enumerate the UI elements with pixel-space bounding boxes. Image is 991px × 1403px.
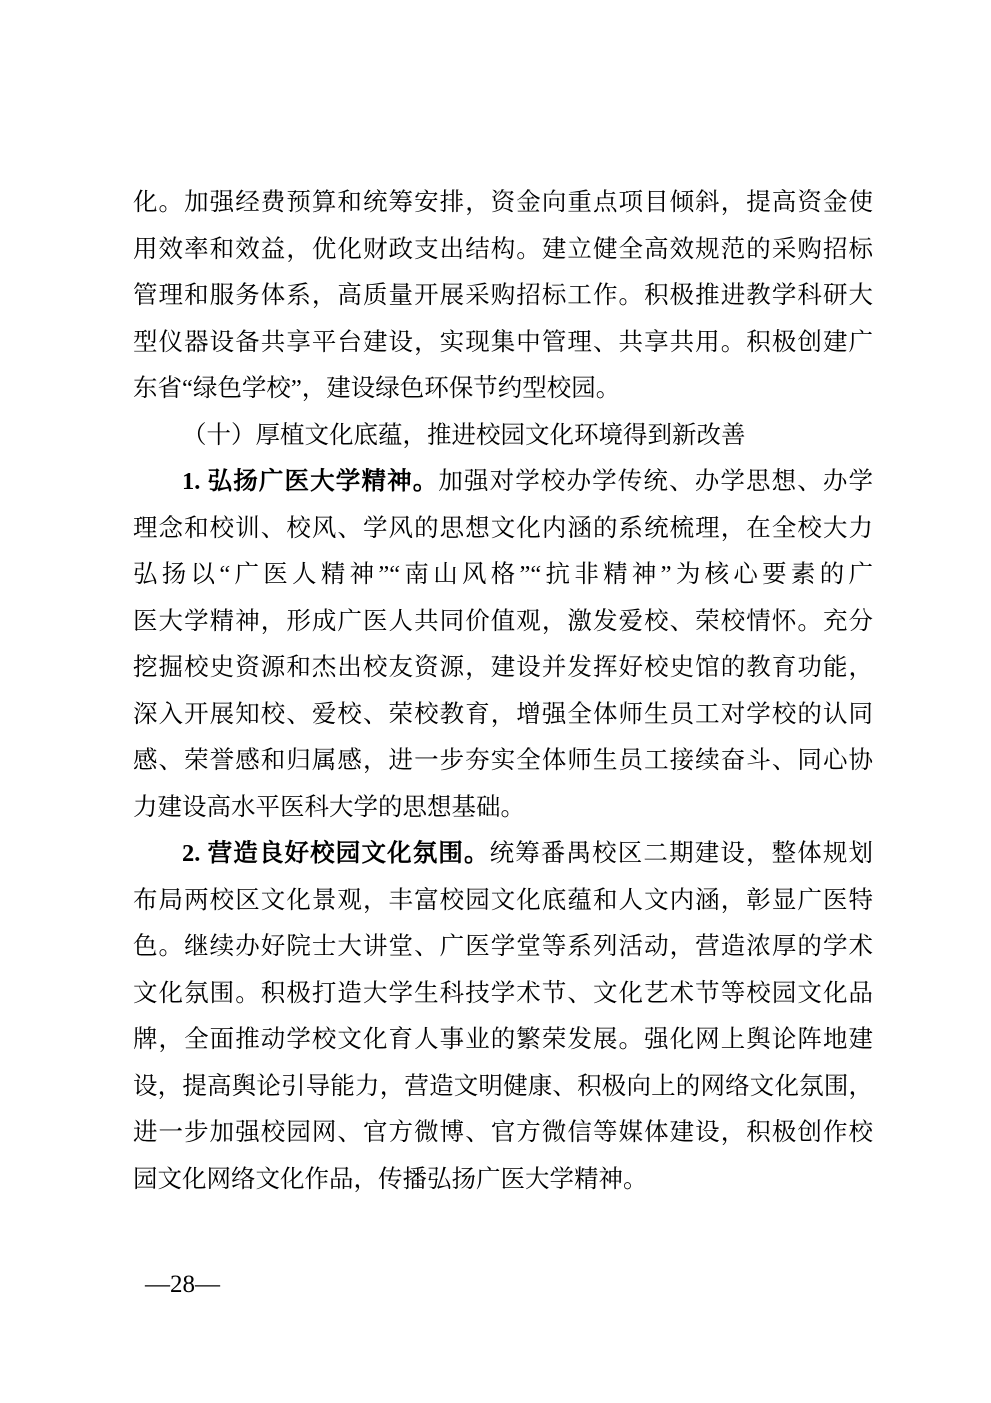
text-line xyxy=(133,506,873,553)
body-text-segment: 力建设高水平医科大学的思想基础。 xyxy=(133,793,525,821)
text-line xyxy=(133,1064,873,1111)
body-text-segment: 型仪器设备共享平台建设，实现集中管理、共享共用。积极创建广 xyxy=(133,328,873,356)
body-text-segment: 设，提高舆论引导能力，营造文明健康、积极向上的网络文化氛围， xyxy=(133,1072,873,1100)
body-text-segment: 弘扬以“广医人精神”“南山风格”“抗非精神”为核心要素的广 xyxy=(133,561,873,588)
page-number: —28— xyxy=(145,1271,220,1298)
text-line xyxy=(133,599,873,646)
text-line xyxy=(133,1110,873,1157)
body-text-segment: 统筹番禺校区二期建设，整体规划 xyxy=(489,840,874,867)
body-text-segment: （十）厚植文化底蕴，推进校园文化环境得到新改善 xyxy=(182,421,746,449)
body-text-segment: 感、荣誉感和归属感，进一步夯实全体师生员工接续奋斗、同心协 xyxy=(133,747,873,774)
body-text-segment: 化。加强经费预算和统筹安排，资金向重点项目倾斜，提高资金使 xyxy=(133,189,873,216)
text-line xyxy=(133,459,873,506)
body-text-segment: 深入开展知校、爱校、荣校教育，增强全体师生员工对学校的认同 xyxy=(133,700,873,728)
text-line xyxy=(133,738,873,785)
text-line xyxy=(133,971,873,1018)
body-text-segment: 文化氛围。积极打造大学生科技学术节、文化艺术节等校园文化品 xyxy=(133,979,873,1007)
text-line xyxy=(133,320,873,367)
text-line xyxy=(133,227,873,274)
text-line xyxy=(133,552,873,599)
text-line xyxy=(133,1157,873,1204)
body-text-segment: 牌，全面推动学校文化育人事业的繁荣发展。强化网上舆论阵地建 xyxy=(133,1026,873,1053)
body-text-segment: 医大学精神，形成广医人共同价值观，激发爱校、荣校情怀。充分 xyxy=(133,607,873,635)
text-line xyxy=(133,366,873,413)
body-text-segment: 园文化网络文化作品，传播弘扬广医大学精神。 xyxy=(133,1165,648,1193)
body-text-segment: 色。继续办好院士大讲堂、广医学堂等系列活动，营造浓厚的学术 xyxy=(133,933,873,960)
body-text-segment: 用效率和效益，优化财政支出结构。建立健全高效规范的采购招标 xyxy=(133,235,873,263)
body-text-segment: 东省“绿色学校”，建设绿色环保节约型校园。 xyxy=(133,375,621,402)
text-line xyxy=(133,924,873,971)
text-line xyxy=(133,273,873,320)
text-line xyxy=(133,878,873,925)
text-line xyxy=(133,831,873,878)
text-line xyxy=(133,1017,873,1064)
text-line xyxy=(133,180,873,227)
text-line xyxy=(133,645,873,692)
body-text-segment: 布局两校区文化景观，丰富校园文化底蕴和人文内涵，彰显广医特 xyxy=(133,886,873,914)
body-text-segment: 管理和服务体系，高质量开展采购招标工作。积极推进教学科研大 xyxy=(133,282,873,309)
bold-lead-text: 2. 营造良好校园文化氛围。 xyxy=(182,840,490,867)
text-line xyxy=(133,692,873,739)
bold-lead-text: 1. 弘扬广医大学精神。 xyxy=(182,468,439,495)
body-text-segment: 理念和校训、校风、学风的思想文化内涵的系统梳理，在全校大力 xyxy=(133,514,873,542)
body-text-segment: 挖掘校史资源和杰出校友资源，建设并发挥好校史馆的教育功能， xyxy=(133,654,873,681)
body-text-segment: 进一步加强校园网、官方微博、官方微信等媒体建设，积极创作校 xyxy=(133,1119,873,1146)
document-text-block xyxy=(133,180,873,1203)
section-heading-line xyxy=(133,413,873,460)
text-line xyxy=(133,785,873,832)
body-text-segment: 加强对学校办学传统、办学思想、办学 xyxy=(438,468,874,495)
